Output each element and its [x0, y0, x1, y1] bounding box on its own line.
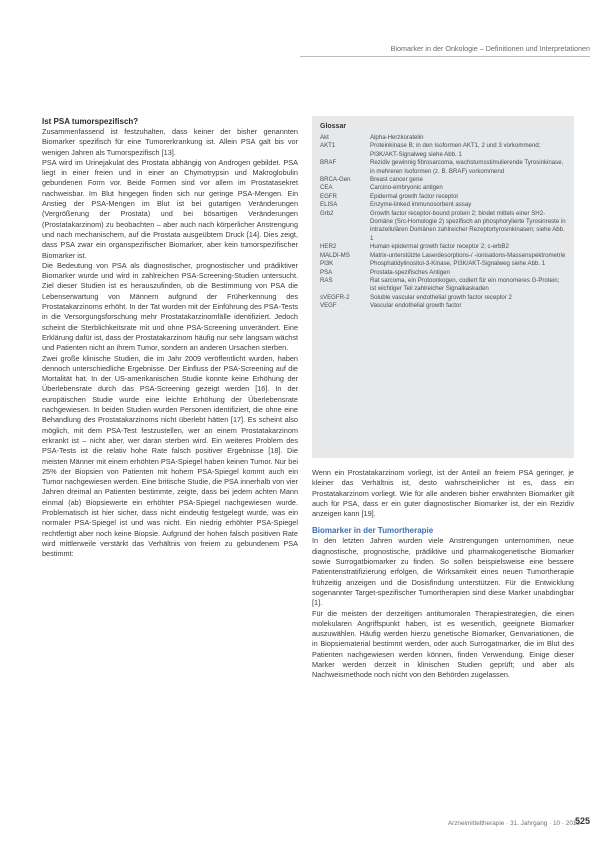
glossary-entry [320, 269, 566, 277]
header-rule [300, 56, 590, 57]
glossary-abbreviation: AKT1 [320, 142, 336, 150]
glossary-definition: Growth factor receptor-bound protein 2; bindet mittels einer SH2-Domäne (Src-Homologie 2) spezifisch an phosphorylierte Tyrosinreste in intrazellulären Domänen zahlreicher Rezeptortyrosinkinasen; siehe Abb. 1 [370, 209, 566, 242]
glossary-title: Glossar [320, 123, 347, 130]
glossary-abbreviation: HER2 [320, 243, 337, 251]
glossary-abbreviation: RAS [320, 276, 333, 284]
glossary-definition: Vascular endothelial growth factor [370, 302, 462, 310]
paragraph: Für die meisten der derzeitigen antitumoralen Therapiestrategien, die einen molekularen Angriffspunkt haben, ist es wesentlich, geeignete Biomarker auszuwählen. Häufig werden hierzu genetische Biomarker, Genvariationen, die in Biopsiematerial bestimmt werden, oder auch Surrogatmarker, die im Blut des Patienten nachgewiesen werden können, finden Verwendung. Einige dieser Marker werden derzeit in klinischen Studien geprüft; und aber als Nachweismethode noch nicht von den Behörden zugelassen. [312, 608, 574, 680]
glossary-abbreviation: PSA [320, 268, 333, 276]
glossary-definition: Rat sarcoma, ein Protoonkogen, codiert für ein monomeres G-Protein; ist wichtiger Teil zahlreicher Signalkaskaden [370, 276, 560, 293]
glossary-entry [320, 134, 566, 142]
glossary-definition: Breast cancer gene [370, 176, 423, 184]
running-header: Biomarker in der Onkologie – Definitionen und Interpretationen [390, 44, 590, 53]
glossary-abbreviation: VEGF [320, 302, 337, 310]
glossary-definition: Rezidiv gewinnig fibrosarcoma, wachstumsstimulierende Tyrosinkinase, in mehreren Isoformen (z. B. BRAF) vorkommend [370, 159, 564, 175]
glossary-entry [320, 277, 566, 294]
glossary-definition: Alpha-Herzkoratelin [370, 134, 424, 141]
glossary-definition: Soluble vascular endothelial growth factor receptor 2 [370, 293, 512, 301]
paragraph: Wenn ein Prostatakarzinom vorliegt, ist der Anteil an freiem PSA geringer, je kleiner das Verhältnis ist, desto wahrscheinlicher ist es, dass ein Prostatakarzinom vorliegt. Wie für alle anderen bisher erwähnten Biomarker gilt auch für PSA, dass er ein guter diagnostischer Biomarker ist, der ein Rezidiv anzeigen kann [19]. [312, 468, 574, 519]
glossary-abbreviation: CEA [320, 184, 333, 192]
glossary-abbreviation: Akt [320, 134, 329, 141]
glossary-entry [320, 243, 566, 251]
glossary-definition: Enzyme-linked immunosorbent assay [370, 201, 472, 209]
glossary-definition: Prostata-spezifisches Antigen [370, 268, 450, 276]
glossary-entry [320, 176, 566, 184]
glossary-entry [320, 260, 566, 268]
left-column [42, 116, 298, 559]
glossary-abbreviation: sVEGFR-2 [320, 293, 350, 301]
glossary-definition: Carcino-embryonic antigen [370, 184, 443, 192]
page-number: 525 [574, 816, 590, 826]
paragraph: Die Bedeutung von PSA als diagnostischer, prognostischer und prädiktiver Biomarker wurde und wird in zahlreichen PSA-Screening-Studien untersucht. Ziel dieser Studien ist es herauszufinden, ob die Bestimmung von PSA die Lebenserwartung von Männern aufgrund der Früherkennung des Prostatakarzinoms erhöht. In der Tat wurden mit der Einführung des PSA-Tests in die Versorgungsforschung mehr Prostatakarzinomfälle identifiziert. Jedoch scheint die Sterblichkeitsrate mit und ohne PSA-Screening unverändert. Eine Erklärung dafür ist, dass der Prostatakarzinom häufig nur sehr langsam wächst und Patienten nicht an ihrem Tumor, sondern an anderen Ursachen sterben. [42, 260, 298, 353]
glossary-definition: Human epidermal growth factor receptor 2; c-erbB2 [370, 243, 509, 251]
glossary-entry [320, 252, 566, 260]
glossary-entry [320, 302, 566, 310]
glossary-entry [320, 193, 566, 201]
glossary-entry [320, 142, 566, 159]
glossary-box [312, 116, 574, 458]
right-column [312, 468, 574, 681]
paragraph: Zwei große klinische Studien, die im Jahr 2009 veröffentlicht wurden, haben dennoch unterschiedliche Ergebnisse. Der Einfluss der PSA-Screening auf die Mortalität hat. In der US-amerikanischen Studie konnte keine Erhöhung der Überlebensrate durch das PSA-Screening gezeigt werden [16]. In der europäischen Studie wurde eine leichte Erhöhung der Überlebensrate nachgewiesen. In beiden Studien wurden Personen identifiziert, die ohne eine Behandlung des Prostatakarzinoms nicht überlebt hätten [17]. Es scheint also möglich, mit dem PSA-Test festzustellen, wer an einem Prostatakarzinom erkrankt ist – nicht aber, wer daran sterben wird. Ein weiteres Problem des PSA-Tests ist die relativ hohe Rate falsch positiver Ergebnisse [18]. Die meisten Männer mit einem erhöhten PSA-Spiegel haben keinen Tumor. Nur bei 25% der Biopsien von Patienten mit hohem PSA-Spiegel kommt auch ein Tumor nachgewiesen werden. Eine britische Studie, die PSA innerhalb von vier Jahren dreimal an Patienten bestimmte, zeigte, dass bei jedem achten Mann einmal (ab) Biopsiewerte ein erhöhter PSA-Spiegel nachgewiesen wurde. Problematisch ist hier sicher, dass nicht eindeutig festgelegt wurde, was ein normaler PSA-Spiegel ist und was nicht. Ein niedrig erhöhter PSA-Spiegel rechtfertigt aber noch keine Biopsie. Aufgrund der hohen falsch positiven Rate wird mittlerweile verstärkt das Verhältnis von freiem zu gebundenem PSA bestimmt: [42, 353, 298, 559]
section-title-therapy: Biomarker in der Tumortherapie [312, 526, 434, 536]
glossary-definition: Phosphatidylinositol-3-Kinase, PI3K/AKT-Signalweg siehe Abb. 1 [370, 260, 546, 268]
glossary-definition: Epidermal growth factor receptor [370, 192, 459, 200]
glossary-entry [320, 294, 566, 302]
paragraph: Zusammenfassend ist festzuhalten, dass keiner der bisher genannten Biomarker spezifisch für eine Tumorerkrankung ist. Allein PSA galt bis vor wenigen Jahren als Tumorspezifisch [13]. [42, 127, 298, 157]
glossary-entry [320, 201, 566, 209]
glossary-abbreviation: Grb2 [320, 209, 334, 217]
glossary-abbreviation: PI3K [320, 260, 334, 268]
glossary-abbreviation: EGFR [320, 192, 337, 200]
glossary-abbreviation: BRCA-Gen [320, 176, 351, 184]
glossary-entry [320, 184, 566, 192]
section-title-psa: Ist PSA tumorspezifisch? [42, 117, 139, 126]
glossary-entry [320, 159, 566, 176]
glossary-definition: Matrix-unterstützte Laserdesorptions-/ -ionisations-Massenspektrometrie [370, 251, 566, 259]
glossary-abbreviation: BRAF [320, 159, 337, 167]
journal-footer: Arzneimitteltherapie · 31. Jahrgang · 10 · 2013 [447, 820, 580, 827]
glossary-list [320, 134, 566, 311]
paragraph: In den letzten Jahren wurden viele Anstrengungen unternommen, neue diagnostische, prognostische, prädiktive und pharmakogenetische Biomarker sowie Surrogatbiomarker zu finden. So sollen beispielsweise eine bessere Patientenstratifizierung erfolgen, die Wirksamkeit eines neuen Tumortherapie frühzeitig anzeigen und die Dosisfindung unterstützen. Für die Entwicklung sogenannter Target-spezifischer Tumortherapien sind diese Marker unabdingbar [1]. [312, 536, 574, 608]
glossary-abbreviation: ELISA [320, 201, 338, 209]
glossary-definition: Proteinkinase B; in den Isoformen AKT1, 2 und 3 vorkommend; PI3K/AKT-Signalweg siehe Abb. 1 [370, 142, 541, 158]
glossary-entry [320, 210, 566, 244]
paragraph: PSA wird im Urinejakulat des Prostata abhängig von Androgen gebildet. PSA liegt in einer freien und in einer an Chymotrypsin und Makroglobulin gebundenen Form vor. Beide Formen sind vor allem im Prostatasekret nachweisbar. Im Blut hingegen finden sich nur geringe PSA-Mengen. Ein Anstieg der PSA-Mengen im Blut ist bei gutartigen Veränderungen (Vergrößerung der Prostata) und bei bösartigen Veränderungen (Prostatakarzinom) zu beobachten – aber auch nach körperlicher Anstrengung und nach mechanischem, auf die Prostata ausgeübtem Druck [14]. Dies zeigt, dass PSA zwar ein organspezifischer Biomarker, aber kein tumorspezifischer Biomarker ist. [42, 157, 298, 260]
glossary-abbreviation: MALDI-MS [320, 251, 350, 259]
